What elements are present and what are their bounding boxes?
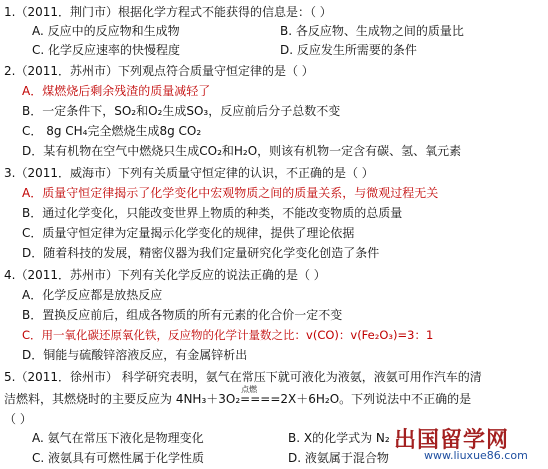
q5-stem-line3: （ ）: [4, 412, 32, 426]
q5-reaction-arrow: [240, 385, 281, 408]
q2-option-d: D．某有机物在空气中燃烧只生成CO₂和H₂O，则该有机物一定含有碳、氢、氧元素: [22, 144, 462, 158]
q3-option-d: D．随着科技的发展，精密仪器为我们定量研究化学变化创造了条件: [22, 246, 380, 260]
q5-condition: 点燃: [241, 385, 258, 394]
q5-stem-part2: 2X＋6H₂O。下列说法中不正确的是: [280, 392, 472, 406]
q5-option-b: B. X的化学式为 N₂: [288, 431, 390, 445]
q5-stem-line1: 5.（2011．徐州市） 科学研究表明，氨气在常压下就可液化为液氨，液氨可用作汽车的清: [4, 370, 482, 384]
q2-stem: 2.（2011．苏州市）下列观点符合质量守恒定律的是（ ）: [4, 64, 314, 78]
q1-option-a: A. 反应中的反应物和生成物: [32, 24, 180, 38]
q1-option-b: B. 各反应物、生成物之间的质量比: [280, 24, 464, 38]
q2-option-c: C． 8g CH₄完全燃烧生成8g CO₂: [22, 124, 202, 138]
q4-stem: 4.（2011．苏州市）下列有关化学反应的说法正确的是（ ）: [4, 268, 326, 282]
q3-stem: 3.（2011．威海市）下列有关质量守恒定律的认识，不正确的是（ ）: [4, 166, 374, 180]
q1-stem: 1.（2011．荆门市）根据化学方程式不能获得的信息是：（ ）: [4, 5, 332, 19]
watermark-url: www.liuxue86.com: [424, 449, 528, 462]
q5-option-c: C. 液氨具有可燃性属于化学性质: [32, 451, 205, 465]
q4-option-d: D．铜能与硫酸锌溶液反应，有金属锌析出: [22, 348, 248, 362]
q5-stem-part1: 洁燃料，其燃烧时的主要反应为 4NH₃＋3O₂: [4, 392, 241, 406]
watermark-logo: [386, 423, 542, 463]
q5-equals: ====: [240, 392, 281, 406]
q3-option-c: C．质量守恒定律为定量揭示化学变化的规律，提供了理论依据: [22, 226, 355, 240]
q5-stem-line2: [4, 385, 472, 408]
q2-option-b: B．一定条件下，SO₂和O₂生成SO₃，反应前后分子总数不变: [22, 104, 341, 118]
q3-option-b: B．通过化学变化，只能改变世界上物质的种类，不能改变物质的总质量: [22, 206, 403, 220]
q3-option-a: A．质量守恒定律揭示了化学变化中宏观物质之间的质量关系，与微观过程无关: [22, 186, 439, 200]
q1-option-c: C. 化学反应速率的快慢程度: [32, 43, 181, 57]
q2-option-a: A．煤燃烧后剩余残渣的质量减轻了: [22, 84, 211, 98]
q4-option-b: B．置换反应前后，组成各物质的所有元素的化合价一定不变: [22, 308, 343, 322]
q4-option-a: A．化学反应都是放热反应: [22, 288, 163, 302]
watermark-title: 出国留学网: [394, 428, 510, 453]
q5-option-d: D. 液氨属于混合物: [288, 451, 389, 465]
q4-option-c: C．用一氧化碳还原氧化铁，反应物的化学计量数之比：v(CO)：v(Fe₂O₃)=3：1: [22, 328, 434, 342]
q5-option-a: A. 氨气在常压下液化是物理变化: [32, 431, 204, 445]
q1-option-d: D. 反应发生所需要的条件: [280, 43, 417, 57]
